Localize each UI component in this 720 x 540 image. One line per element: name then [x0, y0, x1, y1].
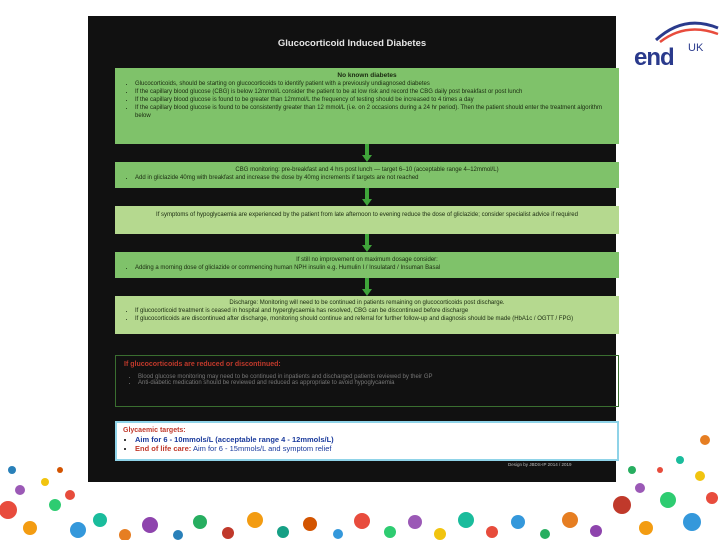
box-line: CBG monitoring: pre-breakfast and 4 hrs post lunch — target 6–10 (acceptable range 4–12mmol/L): [235, 167, 499, 173]
swoosh-icon: [654, 20, 720, 44]
list-item: • Glucocorticoids, should be starting on glucocorticoids to identify patient with a previously undiagnosed diabetes: [135, 80, 613, 88]
flow-arrow: [362, 144, 372, 162]
target-text: Aim for 6 - 10mmols/L (acceptable range 4 - 12mmols/L): [135, 435, 334, 444]
box-line: If still no improvement on maximum dosage consider:: [296, 257, 438, 263]
no-known-diabetes-box: [115, 68, 619, 144]
flow-arrow: [362, 234, 372, 252]
list-item: • Add in gliclazide 40mg with breakfast and increase the dose by 40mg increments if targets are not reached: [135, 174, 613, 182]
poster-footer: Design by JBDS-IP 2014 / 2019: [508, 462, 572, 467]
box-line: Discharge: Monitoring will need to be continued in patients remaining on glucocorticoids post discharge.: [229, 300, 505, 306]
list-item: • If glucocorticoids are discontinued after discharge, monitoring should continue and referral for further follow-up and diagnosis should be made (HbA1c / OGTT / FPG): [135, 315, 613, 323]
box-heading: If glucocorticoids are reduced or discontinued:: [124, 361, 281, 368]
logo-text: end: [634, 44, 674, 71]
logo-uk: UK: [688, 42, 704, 54]
list-item: • If the capillary blood glucose is found to be greater than 12mmol/L the frequency of testing should be increased to 4 times a day: [135, 96, 613, 104]
flow-arrow: [362, 188, 372, 206]
list-item: • Anti-diabetic medication should be reviewed and reduced as appropriate to avoid hypoglycaemia: [138, 380, 610, 386]
target-text: Aim for 6 - 15mmols/L and symptom relief: [192, 444, 332, 453]
box-heading: No known diabetes: [337, 72, 397, 79]
box-line: If symptoms of hypoglycaemia are experienced by the patient from late afternoon to evening reduce the dose of gliclazide; consider specialist advice if required: [156, 212, 578, 218]
poster-title: Glucocorticoid Induced Diabetes: [277, 38, 427, 49]
hypoglycaemia-box: [115, 206, 619, 234]
flow-arrow: [362, 278, 372, 296]
glycaemic-targets-box: [115, 421, 619, 461]
brand-logo: [618, 20, 720, 72]
list-item: [135, 444, 611, 453]
gliclazide-start-box: [115, 162, 619, 188]
target-label: End of life care:: [135, 444, 192, 453]
list-item: • If the capillary blood glucose (CBG) is below 12mmol/L consider the patient to be at low risk and record the CBG daily post breakfast or post lunch: [135, 88, 613, 96]
list-item: • Adding a morning dose of gliclazide or commencing human NPH insulin e.g. Humulin I / Insulatard / Insuman Basal: [135, 264, 613, 272]
box-heading: Glycaemic targets:: [123, 427, 186, 434]
discharge-box: [115, 296, 619, 334]
list-item: • If the capillary blood glucose is found to be consistently greater than 12 mmol/L (i.e. on 2 occasions during a 24 hr period). Then the patient should enter the treatment algorithm below: [135, 104, 613, 120]
list-item: • If glucocorticoid treatment is ceased in hospital and hyperglycaemia has resolved, CBG can be discontinued before discharge: [135, 307, 613, 315]
list-item: [135, 435, 611, 444]
list-item: • Blood glucose monitoring may need to be continued in inpatients and discharged patients reviewed by their GP: [138, 374, 610, 380]
max-dosage-box: [115, 252, 619, 278]
reduced-discontinued-box: [115, 355, 619, 407]
